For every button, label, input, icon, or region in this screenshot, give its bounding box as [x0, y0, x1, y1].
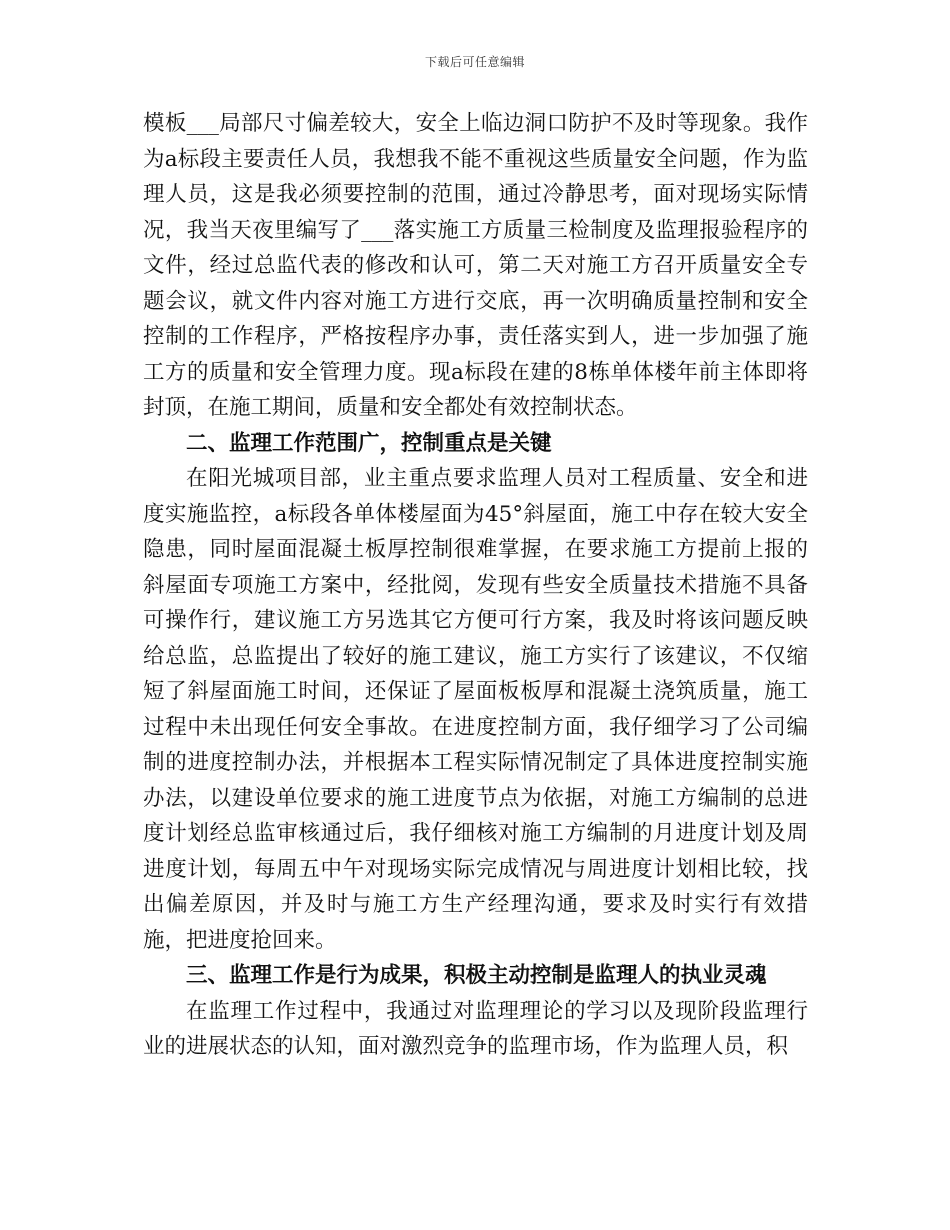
page-header: 下载后可任意编辑	[424, 55, 525, 69]
paragraph-section-2: 在阳光城项目部，业主重点要求监理人员对工程质量、安全和进度实施监控，a标段各单体楼屋面为45°斜屋面，施工中存在较大安全隐患，同时屋面混凝土板厚控制很难掌握，在要求施工方提前上报的斜屋面专项施工方案中，经批阅，发现有些安全质量技术措施不具备可操作行，建议施工方另选其它方便可行方案，我及时将该问题反映给总监，总监提出了较好的施工建议，施工方实行了该建议，不仅缩短了斜屋面施工时间，还保证了屋面板板厚和混凝土浇筑质量，施工过程中未出现任何安全事故。在进度控制方面，我仔细学习了公司编制的进度控制办法，并根据本工程实际情况制定了具体进度控制实施办法，以建设单位要求的施工进度节点为依据，对施工方编制的总进度计划经总监审核通过后，我仔细核对施工方编制的月进度计划及周进度计划，每周五中午对现场实际完成情况与周进度计划相比较，找出偏差原因，并及时与施工方生产经理沟通，要求及时实行有效措施，把进度抢回来。	[143, 466, 808, 953]
section-heading-2: 二、监理工作范围广，控制重点是关键	[186, 430, 552, 456]
paragraph-continued: 模板___局部尺寸偏差较大，安全上临边洞口防护不及时等现象。我作为a标段主要责任人员，我想我不能不重视这些质量安全问题，作为监理人员，这是我必须要控制的范围，通过冷静思考，面对现场实际情况，我当天夜里编写了___落实施工方质量三检制度及监理报验程序的文件，经过总监代表的修改和认可，第二天对施工方召开质量安全专题会议，就文件内容对施工方进行交底，再一次明确质量控制和安全控制的工作程序，严格按程序办事，责任落实到人，进一步加强了施工方的质量和安全管理力度。现a标段在建的8栋单体楼年前主体即将封顶，在施工期间，质量和安全都处有效控制状态。	[143, 111, 808, 420]
section-heading-3: 三、监理工作是行为成果，积极主动控制是监理人的执业灵魂	[186, 963, 767, 988]
document-body	[143, 106, 808, 1065]
paragraph-section-3: 在监理工作过程中，我通过对监理理论的学习以及现阶段监理行业的进展状态的认知，面对激烈竞争的监理市场，作为监理人员，积	[143, 998, 808, 1059]
